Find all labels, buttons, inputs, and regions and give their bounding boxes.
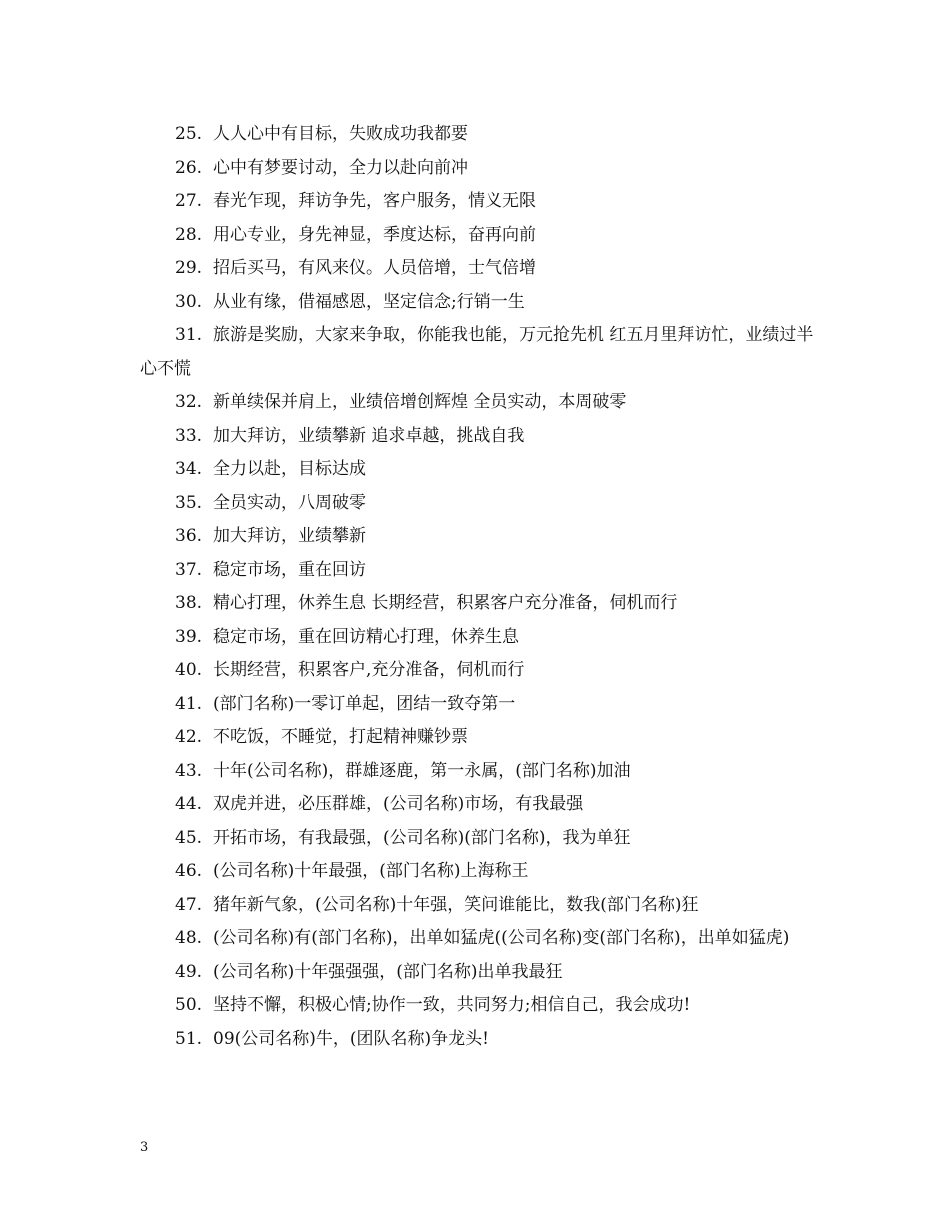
item-number: 44. — [175, 794, 203, 814]
list-item — [140, 721, 820, 755]
item-number: 49. — [175, 961, 203, 982]
item-number: 25. — [175, 124, 203, 144]
item-text: (公司名称)有(部门名称)，出单如猛虎((公司名称)变(部门名称)，出单如猛虎) — [213, 928, 790, 948]
item-number: 32. — [175, 392, 203, 412]
item-text: 全员实动，八周破零 — [213, 492, 366, 513]
item-text: 不吃饭，不睡觉，打起精神赚钞票 — [213, 727, 468, 747]
list-item — [140, 788, 820, 822]
item-text: 心中有梦要讨动，全力以赴向前冲 — [213, 157, 468, 178]
list-item — [140, 286, 820, 320]
list-item — [140, 319, 820, 386]
list-item — [140, 1023, 820, 1057]
item-number: 43. — [175, 760, 203, 781]
item-number: 26. — [175, 157, 203, 178]
item-number: 38. — [175, 593, 203, 613]
item-text: 春光乍现，拜访争先，客户服务，情义无限 — [213, 191, 536, 211]
list-item — [140, 252, 820, 286]
item-number: 40. — [175, 660, 203, 680]
item-number: 35. — [175, 492, 203, 513]
item-number: 33. — [175, 425, 203, 446]
item-text: (部门名称)一零订单起，团结一致夺第一 — [213, 693, 516, 714]
page-number: 3 — [140, 1140, 149, 1155]
list-item — [140, 185, 820, 219]
item-number: 34. — [175, 459, 203, 479]
item-text: 开拓市场，有我最强，(公司名称)(部门名称)，我为单狂 — [213, 827, 631, 848]
item-text: 全力以赴，目标达成 — [213, 459, 366, 479]
item-text: 猪年新气象，(公司名称)十年强，笑问谁能比，数我(部门名称)狂 — [213, 894, 699, 915]
item-number: 51. — [175, 1028, 203, 1049]
list-item — [140, 487, 820, 521]
list-item — [140, 453, 820, 487]
item-number: 29. — [175, 258, 203, 278]
list-item — [140, 420, 820, 454]
item-text: 长期经营，积累客户,充分准备，伺机而行 — [213, 660, 525, 680]
item-text: 双虎并进，必压群雄，(公司名称)市场，有我最强 — [213, 794, 584, 814]
list-item — [140, 755, 820, 789]
item-number: 28. — [175, 224, 203, 245]
list-item — [140, 855, 820, 889]
item-number: 48. — [175, 928, 203, 948]
list-item — [140, 386, 820, 420]
item-number: 45. — [175, 827, 203, 848]
item-number: 30. — [175, 291, 203, 312]
list-item — [140, 989, 820, 1023]
item-text: 招后买马，有风来仪。人员倍增，士气倍增 — [213, 258, 536, 278]
item-text: 新单续保并肩上，业绩倍增创辉煌 全员实动，本周破零 — [213, 392, 627, 412]
item-text: 从业有缘，借福感恩，坚定信念;行销一生 — [213, 291, 525, 312]
list-item — [140, 219, 820, 253]
item-number: 31. — [175, 325, 203, 345]
slogan-list — [140, 118, 820, 1056]
item-number: 37. — [175, 559, 203, 580]
list-item — [140, 654, 820, 688]
list-item — [140, 520, 820, 554]
item-number: 46. — [175, 861, 203, 881]
list-item — [140, 554, 820, 588]
item-text: 稳定市场，重在回访 — [213, 559, 366, 580]
item-text: 加大拜访，业绩攀新 — [213, 526, 366, 546]
item-text: 加大拜访，业绩攀新 追求卓越，挑战自我 — [213, 425, 525, 446]
list-item — [140, 587, 820, 621]
item-number: 50. — [175, 995, 203, 1015]
list-item — [140, 889, 820, 923]
item-text: 用心专业，身先神显，季度达标，奋再向前 — [213, 224, 536, 245]
list-item — [140, 152, 820, 186]
list-item — [140, 922, 820, 956]
list-item — [140, 822, 820, 856]
item-number: 36. — [175, 526, 203, 546]
item-text: 旅游是奖励，大家来争取，你能我也能，万元抢先机 红五月里拜访忙，业绩过半心不慌 — [140, 325, 814, 379]
item-number: 41. — [175, 693, 203, 714]
item-text: (公司名称)十年强强强，(部门名称)出单我最狂 — [213, 961, 563, 982]
list-item — [140, 688, 820, 722]
item-text: 人人心中有目标，失败成功我都要 — [213, 124, 468, 144]
item-text: 09(公司名称)牛，(团队名称)争龙头! — [213, 1028, 489, 1049]
item-text: 坚持不懈，积极心情;协作一致，共同努力;相信自己，我会成功! — [213, 995, 691, 1015]
item-number: 27. — [175, 191, 203, 211]
item-text: 稳定市场，重在回访精心打理，休养生息 — [213, 626, 519, 647]
item-number: 39. — [175, 626, 203, 647]
list-item — [140, 956, 820, 990]
item-text: (公司名称)十年最强，(部门名称)上海称王 — [213, 861, 529, 881]
list-item — [140, 621, 820, 655]
item-number: 47. — [175, 894, 203, 915]
item-number: 42. — [175, 727, 203, 747]
item-text: 精心打理，休养生息 长期经营，积累客户充分准备，伺机而行 — [213, 593, 678, 613]
item-text: 十年(公司名称)，群雄逐鹿，第一永属，(部门名称)加油 — [213, 760, 631, 781]
list-item — [140, 118, 820, 152]
